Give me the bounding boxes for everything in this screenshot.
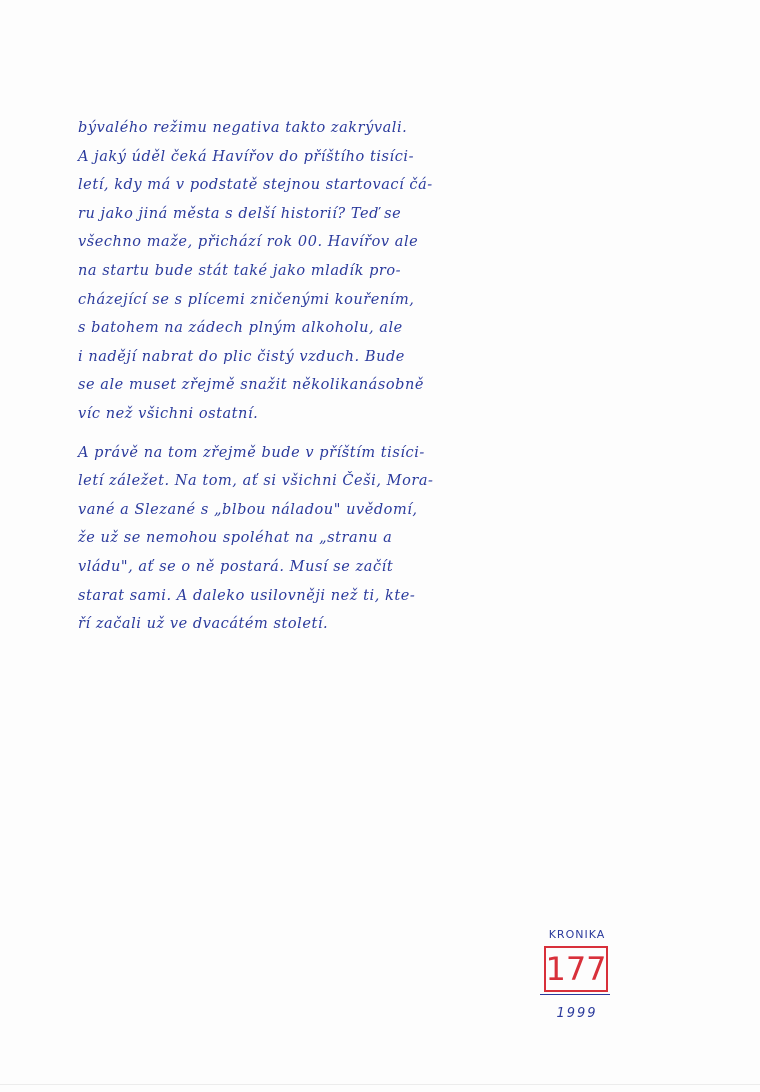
handwritten-text-block	[78, 114, 518, 639]
page-number: 177	[545, 950, 607, 988]
text-line: na startu bude stát také jako mladík pro-	[78, 262, 402, 279]
text-line: ru jako jiná města s delší historií? Teď se	[78, 205, 402, 222]
text-line: starat sami. A daleko usilovněji než ti, kte-	[78, 587, 416, 604]
text-line: se ale muset zřejmě snažit několikanásobně	[78, 377, 424, 394]
chronicle-page-stamp	[540, 928, 618, 1028]
stamp-divider	[540, 994, 610, 995]
stamp-year: 1999	[556, 1006, 598, 1021]
text-line: letí, kdy má v podstatě stejnou startovací čá-	[78, 177, 433, 194]
text-line: cházející se s plícemi zničenými kouřením,	[78, 291, 415, 308]
text-line: vládu", ať se o ně postará. Musí se začít	[78, 558, 394, 575]
text-line: letí záležet. Na tom, ať si všichni Češi, Mora-	[78, 473, 434, 490]
text-line: s batohem na zádech plným alkoholu, ale	[78, 320, 403, 337]
paragraph-gap	[78, 429, 518, 439]
text-line: A právě na tom zřejmě bude v příštím tisíci-	[78, 444, 425, 461]
text-line: i nadějí nabrat do plic čistý vzduch. Bude	[78, 348, 405, 365]
text-line: ří začali už ve dvacátém století.	[78, 616, 329, 633]
text-line: bývalého režimu negativa takto zakrývali.	[78, 120, 408, 136]
text-line: všechno maže, přichází rok 00. Havířov ale	[78, 234, 419, 251]
page-bottom-edge	[0, 1084, 760, 1085]
text-line: A jaký úděl čeká Havířov do příštího tisíci-	[78, 148, 415, 165]
text-line: víc než všichni ostatní.	[78, 405, 259, 422]
text-line: že už se nemohou spoléhat na „stranu a	[78, 530, 393, 547]
stamp-title: KRONIKA	[548, 928, 606, 941]
text-line: vané a Slezané s „blbou náladou" uvědomí,	[78, 501, 418, 518]
